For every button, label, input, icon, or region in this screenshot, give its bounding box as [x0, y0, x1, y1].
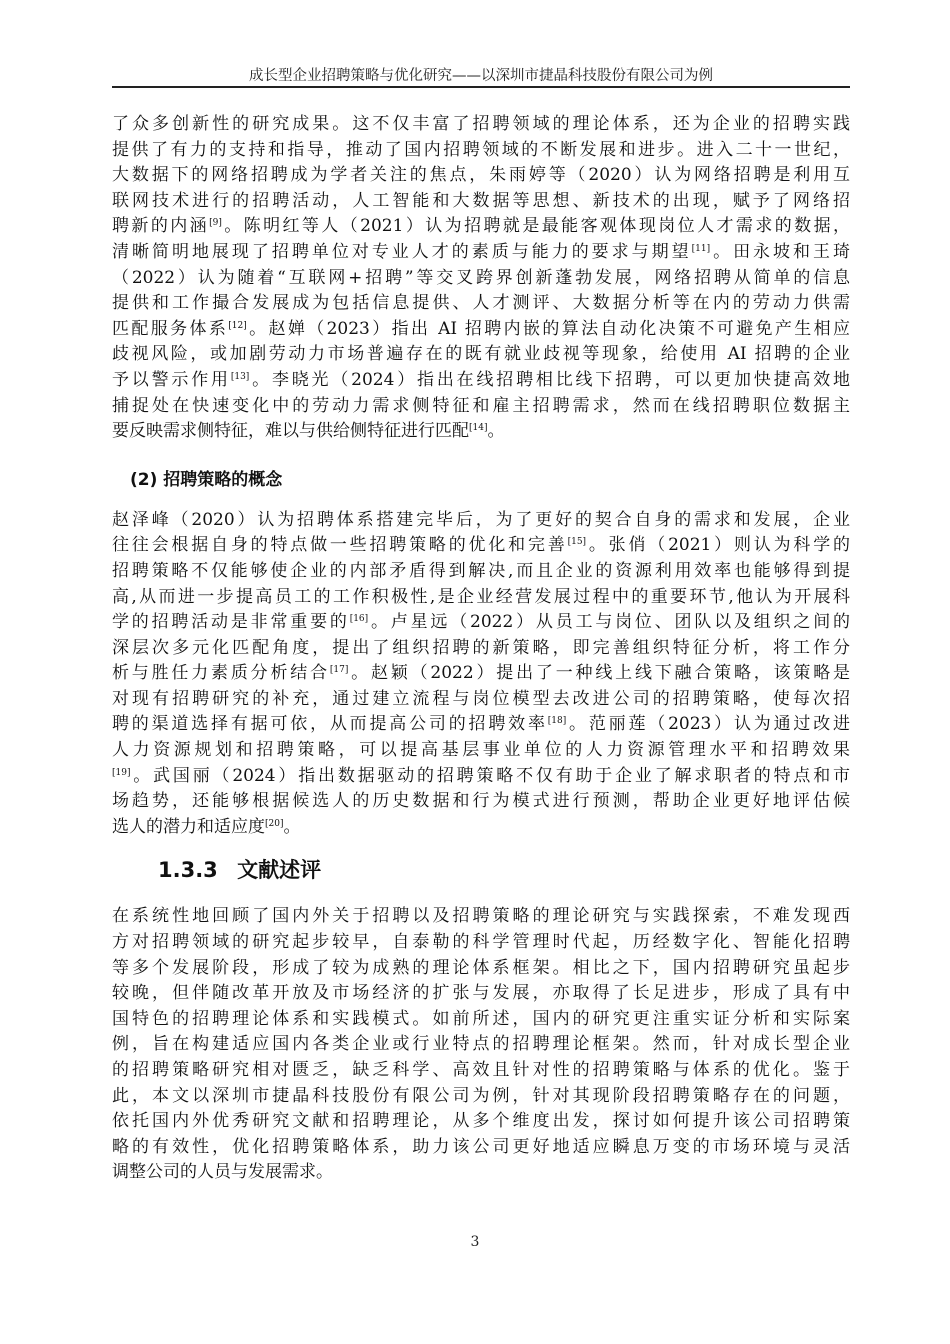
text-line: 对现有招聘研究的补充，通过建立流程与岗位模型去改进公司的招聘策略，使每次招	[112, 688, 850, 709]
section-title: 文献述评	[237, 858, 322, 883]
text-line: 调整公司的人员与发展需求。	[112, 1162, 333, 1183]
citation-ref: [18]	[547, 716, 567, 727]
subheading-title: 招聘策略的概念	[163, 469, 283, 490]
section-heading	[158, 854, 850, 884]
citation-ref: [16]	[349, 614, 369, 625]
text-line: 人力资源规划和招聘策略，可以提高基层事业单位的人力资源管理水平和招聘效果	[112, 740, 850, 761]
text-line: 要反映需求侧特征，难以与供给侧特征进行匹配[14]。	[112, 421, 505, 442]
literature-paragraph-2	[112, 508, 850, 841]
text-line: 的招聘策略研究相对匮乏，缺乏科学、高效且针对性的招聘策略与体系的优化。鉴于	[112, 1060, 850, 1080]
page-body	[112, 112, 850, 1186]
text-line: 提供和工作撮合发展成为包括信息提供、人才测评、大数据分析等在内的劳动力供需	[112, 293, 850, 314]
text-line: 清晰简明地展现了招聘单位对专业人才的素质与能力的要求与期望[11]。田永坡和王琦	[112, 241, 850, 262]
literature-review-paragraph	[112, 904, 850, 1186]
text-line: 招聘策略不仅能够使企业的内部矛盾得到解决,而且企业的资源利用效率也能够得到提	[112, 560, 850, 581]
text-line: 捕捉处在快速变化中的劳动力需求侧特征和雇主招聘需求，然而在线招聘职位数据主	[112, 395, 850, 416]
header-rule	[112, 86, 850, 88]
citation-ref: [9]	[209, 218, 222, 229]
text-line: 联网技术进行的招聘活动，人工智能和大数据等思想、新技术的出现，赋予了网络招	[112, 190, 850, 211]
text-line: 在系统性地回顾了国内外关于招聘以及招聘策略的理论研究与实践探索，不难发现西	[112, 906, 850, 927]
subheading	[130, 465, 850, 490]
subheading-number: (2)	[130, 469, 158, 490]
citation-ref: [12]	[228, 320, 247, 331]
citation-ref: [19]	[112, 767, 131, 778]
citation-ref: [13]	[230, 371, 250, 382]
text-line: 析与胜任力素质分析结合[17]。赵颖（2022）提出了一种线上线下融合策略，该策略是	[112, 663, 851, 684]
literature-paragraph-1	[112, 112, 850, 445]
section-number: 1.3.3	[158, 858, 218, 883]
text-line: （2022）认为随着“互联网+招聘”等交叉跨界创新蓬勃发展，网络招聘从简单的信息	[112, 267, 850, 288]
text-line: 此，本文以深圳市捷晶科技股份有限公司为例，针对其现阶段招聘策略存在的问题，	[112, 1085, 850, 1106]
text-line: 大数据下的网络招聘成为学者关注的焦点，朱雨婷等（2020）认为网络招聘是利用互	[112, 165, 850, 186]
text-line: 聘的渠道选择有据可依，从而提高公司的招聘效率[18]。范丽莲（2023）认为通过改进	[112, 714, 851, 735]
page-number: 3	[470, 1234, 480, 1250]
text-line: 略的有效性，优化招聘策略体系，助力该公司更好地适应瞬息万变的市场环境与灵活	[112, 1136, 850, 1157]
text-line: 匹配服务体系[12]。赵婵（2023）指出 AI 招聘内嵌的算法自动化决策不可避免产生相应	[112, 318, 851, 339]
citation-ref: [14]	[469, 423, 488, 434]
text-line: 依托国内外优秀研究文献和招聘理论，从多个维度出发，探讨如何提升该公司招聘策	[112, 1111, 850, 1132]
text-line: 场趋势，还能够根据候选人的历史数据和行为模式进行预测，帮助企业更好地评估候	[112, 791, 850, 812]
citation-ref: [20]	[265, 818, 284, 829]
text-line: 聘新的内涵[9]。陈明红等人（2021）认为招聘就是最能客观体现岗位人才需求的数据，	[112, 216, 851, 237]
text-line: 选人的潜力和适应度[20]。	[112, 816, 301, 837]
text-line: 赵泽峰（2020）认为招聘体系搭建完毕后，为了更好的契合自身的需求和发展，企业	[112, 509, 850, 530]
text-line: 歧视风险，或加剧劳动力市场普遍存在的既有就业歧视等现象，给使用 AI 招聘的企业	[112, 344, 850, 365]
text-line: 了众多创新性的研究成果。这不仅丰富了招聘领域的理论体系，还为企业的招聘实践	[112, 114, 850, 134]
text-line: 等多个发展阶段，形成了较为成熟的理论体系框架。相比之下，国内招聘研究虽起步	[112, 957, 850, 978]
citation-ref: [11]	[691, 243, 711, 254]
citation-ref: [17]	[329, 665, 349, 676]
text-line: 较晚，但伴随改革开放及市场经济的扩张与发展，亦取得了长足进步，形成了具有中	[112, 983, 850, 1004]
text-line: 方对招聘领域的研究起步较早，自泰勒的科学管理时代起，历经数字化、智能化招聘	[112, 932, 850, 953]
text-line: 深层次多元化匹配角度，提出了组织招聘的新策略，即完善组织特征分析，将工作分	[112, 637, 850, 658]
text-line: 予以警示作用[13]。李晓光（2024）指出在线招聘相比线下招聘，可以更加快捷高效地	[112, 369, 850, 390]
text-line: 往往会根据自身的特点做一些招聘策略的优化和完善[15]。张俏（2021）则认为科学的	[112, 535, 851, 556]
text-line: 学的招聘活动是非常重要的[16]。卢星远（2022）从员工与岗位、团队以及组织之间的	[112, 612, 850, 633]
text-line: 提供了有力的支持和指导，推动了国内招聘领域的不断发展和进步。进入二十一世纪，	[112, 139, 850, 160]
text-line: 高,从而进一步提高员工的工作积极性,是企业经营发展过程中的重要环节,他认为开展科	[112, 586, 850, 607]
running-header: 成长型企业招聘策略与优化研究——以深圳市捷晶科技股份有限公司为例	[249, 68, 713, 84]
text-line: 国特色的招聘理论体系和实践模式。如前所述，国内的研究更注重实证分析和实际案	[112, 1008, 850, 1029]
citation-ref: [15]	[567, 537, 587, 548]
text-line: 例，旨在构建适应国内各类企业或行业特点的招聘理论框架。然而，针对成长型企业	[112, 1034, 850, 1055]
text-line: [19]。武国丽（2024）指出数据驱动的招聘策略不仅有助于企业了解求职者的特点和市	[112, 765, 850, 786]
